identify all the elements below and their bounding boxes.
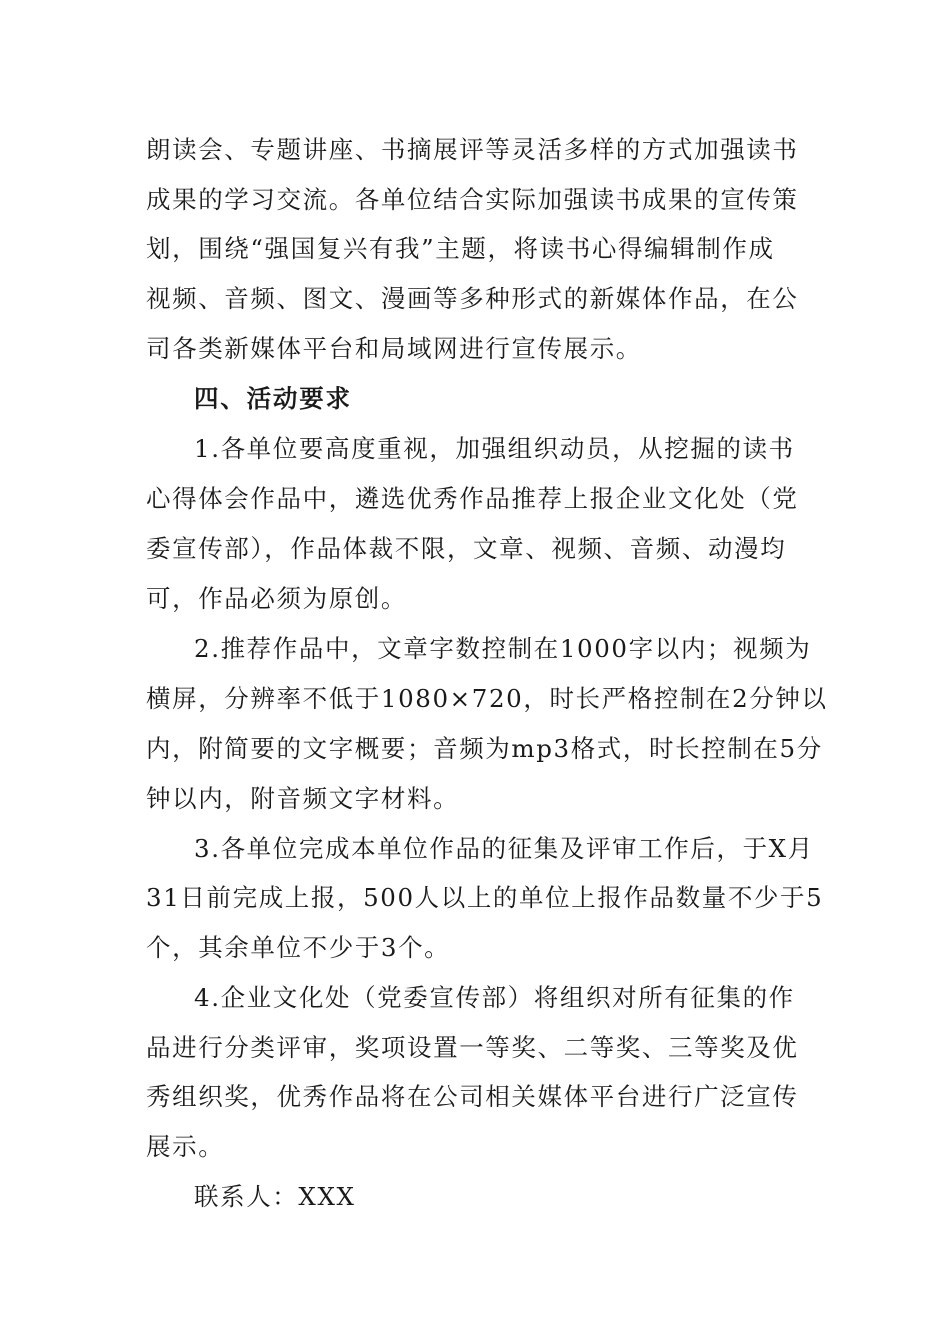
contact-line: 联系人：XXX (194, 1182, 356, 1211)
paragraph-line: 委宣传部），作品体裁不限，文章、视频、音频、动漫均 (146, 534, 787, 563)
paragraph-line: 1.各单位要高度重视，加强组织动员，从挖掘的读书 (194, 434, 795, 463)
paragraph-line: 可，作品必须为原创。 (146, 584, 407, 613)
paragraph-line: 品进行分类评审，奖项设置一等奖、二等奖、三等奖及优 (146, 1033, 799, 1062)
paragraph-line: 横屏，分辨率不低于1080×720，时长严格控制在2分钟以 (146, 684, 828, 713)
paragraph-line: 展示。 (146, 1132, 225, 1161)
paragraph-line: 钟以内，附音频文字材料。 (146, 784, 460, 813)
paragraph-line: 31日前完成上报，500人以上的单位上报作品数量不少于5 (146, 883, 824, 912)
paragraph-line: 视频、音频、图文、漫画等多种形式的新媒体作品，在公 (146, 284, 799, 313)
paragraph-line: 4.企业文化处（党委宣传部）将组织对所有征集的作 (194, 983, 795, 1012)
section-heading: 四、活动要求 (194, 384, 352, 413)
paragraph-line: 秀组织奖，优秀作品将在公司相关媒体平台进行广泛宣传 (146, 1082, 799, 1111)
paragraph-line: 内，附简要的文字概要；音频为mp3格式，时长控制在5分 (146, 734, 823, 763)
paragraph-line: 朗读会、专题讲座、书摘展评等灵活多样的方式加强读书 (146, 135, 799, 164)
paragraph-line: 心得体会作品中，遴选优秀作品推荐上报企业文化处（党 (146, 484, 799, 513)
paragraph-line: 3.各单位完成本单位作品的征集及评审工作后，于X月 (194, 834, 814, 863)
paragraph-line: 划，围绕“强国复兴有我”主题，将读书心得编辑制作成 (146, 234, 775, 263)
paragraph-line: 个，其余单位不少于3个。 (146, 933, 451, 962)
paragraph-line: 2.推荐作品中，文章字数控制在1000字以内；视频为 (194, 634, 812, 663)
paragraph-line: 成果的学习交流。各单位结合实际加强读书成果的宣传策 (146, 185, 799, 214)
paragraph-line: 司各类新媒体平台和局域网进行宣传展示。 (146, 334, 642, 363)
